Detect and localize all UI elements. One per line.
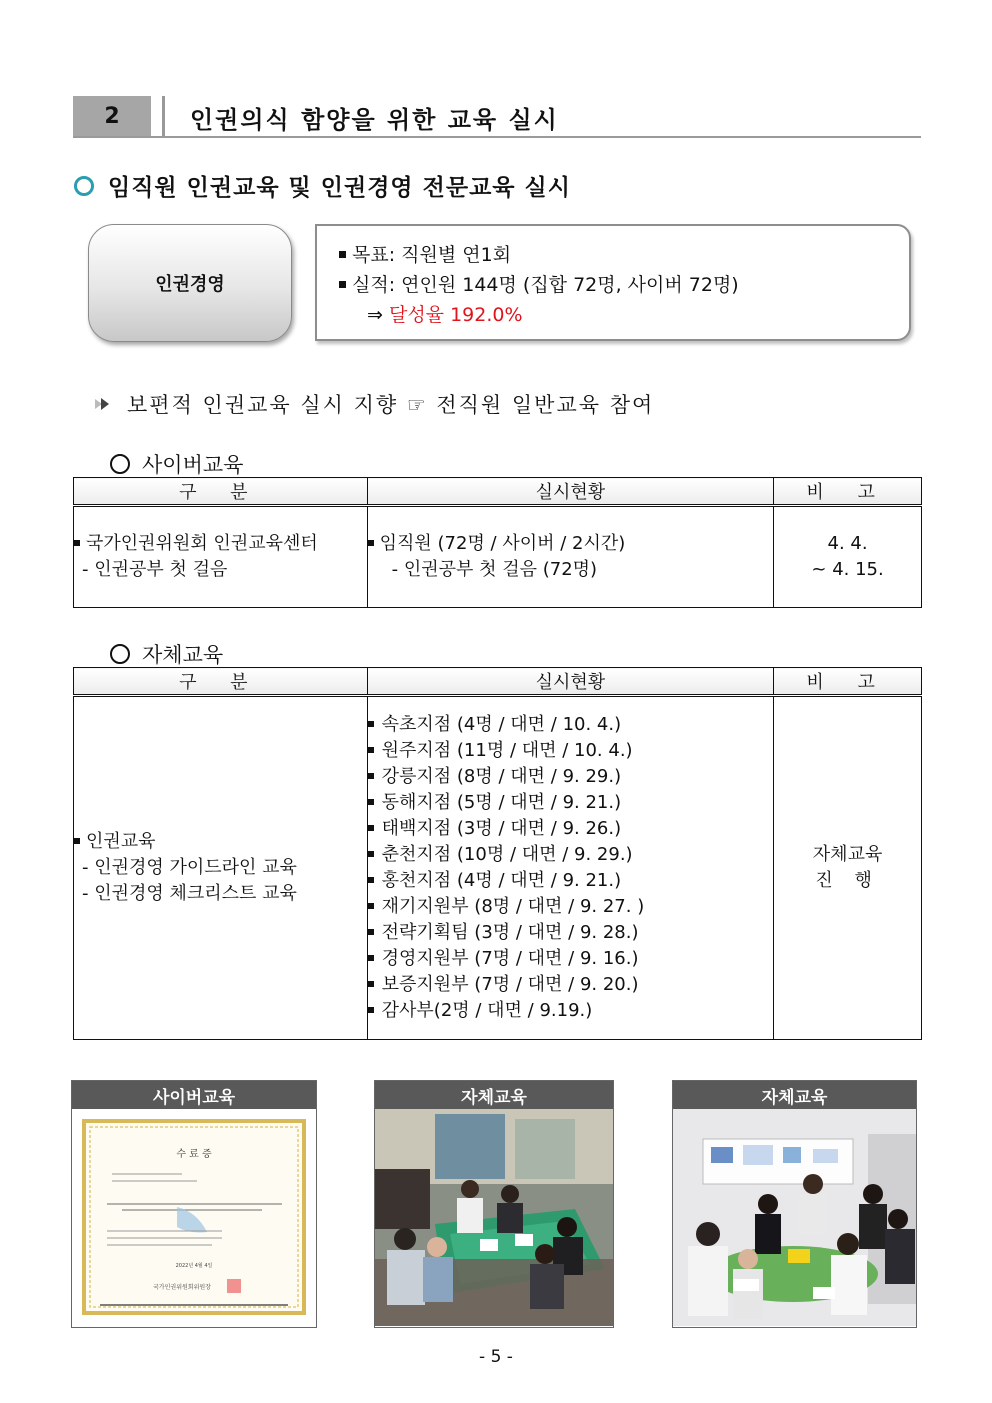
status-list-item: 감사부(2명 / 대면 / 9.19.) xyxy=(368,998,774,1024)
square-bullet-icon xyxy=(368,929,374,935)
general-education-statement: 보편적 인권교육 실시 지향 ☞ 전직원 일반교육 참여 xyxy=(127,393,655,417)
square-bullet-icon xyxy=(368,825,374,831)
section-divider xyxy=(162,96,165,136)
header-category: 구 분 xyxy=(74,478,368,506)
certificate-image xyxy=(72,1109,316,1326)
header-status: 실시현황 xyxy=(367,478,774,506)
square-bullet-icon xyxy=(368,981,374,987)
header-note: 비 고 xyxy=(774,668,922,696)
status-cell: 임직원 (72명 / 사이버 / 2시간) - 인권공부 첫 걸음 (72명) xyxy=(367,506,774,608)
photo-self-education-2 xyxy=(672,1080,917,1328)
status-list-item: 홍천지점 (4명 / 대면 / 9. 21.) xyxy=(368,868,774,894)
result-text: 실적: 연인원 144명 (집합 72명, 사이버 72명) xyxy=(352,274,739,296)
meeting-photo-1 xyxy=(375,1109,613,1326)
badge-label: 인권경영 xyxy=(155,274,225,295)
table-header-row xyxy=(74,668,922,696)
table-header-row xyxy=(74,478,922,506)
square-bullet-icon xyxy=(368,877,374,883)
status-list-item: 보증지원부 (7명 / 대면 / 9. 20.) xyxy=(368,972,774,998)
status-list-item: 원주지점 (11명 / 대면 / 10. 4.) xyxy=(368,738,774,764)
square-bullet-icon xyxy=(368,799,374,805)
square-bullet-icon xyxy=(368,1007,374,1013)
status-list-item: 경영지원부 (7명 / 대면 / 9. 16.) xyxy=(368,946,774,972)
ring-bullet-icon xyxy=(110,454,130,474)
seal-stamp xyxy=(227,1279,241,1293)
self-education-label: 자체교육 xyxy=(110,639,223,669)
note-cell: 자체교육 진 행 xyxy=(774,696,922,1040)
section-title: 인권의식 함양을 위한 교육 실시 xyxy=(190,106,559,134)
header-note: 비 고 xyxy=(774,478,922,506)
square-bullet-icon xyxy=(368,721,374,727)
table-row xyxy=(74,696,922,1040)
square-bullet-icon xyxy=(74,540,80,546)
certificate-title: 수 료 증 xyxy=(176,1149,212,1160)
section-number: 2 xyxy=(73,96,151,136)
note-cell: 4. 4. ~ 4. 15. xyxy=(774,506,922,608)
self-education-table xyxy=(73,667,922,1040)
header-category: 구 분 xyxy=(74,668,368,696)
square-bullet-icon xyxy=(368,540,374,546)
page-number: - 5 - xyxy=(479,1347,513,1367)
photo-caption: 사이버교육 xyxy=(72,1081,316,1109)
implies-arrow-icon: ⇒ xyxy=(367,304,383,326)
category-cell: 인권교육 - 인권경영 가이드라인 교육 - 인권경영 체크리스트 교육 xyxy=(74,696,368,1040)
result-line xyxy=(339,270,739,297)
status-list-item: 전략기획팀 (3명 / 대면 / 9. 28.) xyxy=(368,920,774,946)
square-bullet-icon xyxy=(74,838,80,844)
status-list-item: 재기지원부 (8명 / 대면 / 9. 27. ) xyxy=(368,894,774,920)
ring-bullet-icon xyxy=(110,644,130,664)
status-list-item: 태백지점 (3명 / 대면 / 9. 26.) xyxy=(368,816,774,842)
human-rights-management-badge xyxy=(88,224,292,342)
target-info-box xyxy=(315,224,911,341)
photo-caption: 자체교육 xyxy=(375,1081,613,1109)
square-bullet-icon xyxy=(368,955,374,961)
square-bullet-icon xyxy=(368,747,374,753)
rate-line xyxy=(367,300,523,327)
header-status: 실시현황 xyxy=(367,668,774,696)
status-list-item: 속초지점 (4명 / 대면 / 10. 4.) xyxy=(368,712,774,738)
subheading: 임직원 인권교육 및 인권경영 전문교육 실시 xyxy=(108,175,571,201)
section-underline xyxy=(73,136,921,138)
certificate-date: 2022년 4월 4일 xyxy=(175,1263,213,1269)
status-list-item: 동해지점 (5명 / 대면 / 9. 21.) xyxy=(368,790,774,816)
square-bullet-icon xyxy=(339,251,346,258)
status-list-item: 강릉지점 (8명 / 대면 / 9. 29.) xyxy=(368,764,774,790)
photo-caption: 자체교육 xyxy=(673,1081,916,1109)
square-bullet-icon xyxy=(339,281,346,288)
certificate-issuer: 국가인권위원회위원장 xyxy=(153,1284,211,1291)
cyber-education-label: 사이버교육 xyxy=(110,449,243,479)
cyber-education-table xyxy=(73,477,922,608)
double-arrow-bullet-icon xyxy=(95,398,113,410)
achievement-rate: 달성율 192.0% xyxy=(388,304,523,326)
photo-self-education-1 xyxy=(374,1080,614,1328)
circle-bullet-icon xyxy=(74,176,94,196)
meeting-photo-2 xyxy=(673,1109,916,1326)
target-text: 목표: 직원별 연1회 xyxy=(352,244,512,266)
table-row xyxy=(74,506,922,608)
status-cell xyxy=(367,696,774,1040)
square-bullet-icon xyxy=(368,851,374,857)
status-list xyxy=(368,712,774,1024)
target-line xyxy=(339,240,511,267)
square-bullet-icon xyxy=(368,773,374,779)
square-bullet-icon xyxy=(368,903,374,909)
photo-cyber-certificate xyxy=(71,1080,317,1328)
status-list-item: 춘천지점 (10명 / 대면 / 9. 29.) xyxy=(368,842,774,868)
category-cell: 국가인권위원회 인권교육센터 - 인권공부 첫 걸음 xyxy=(74,506,368,608)
